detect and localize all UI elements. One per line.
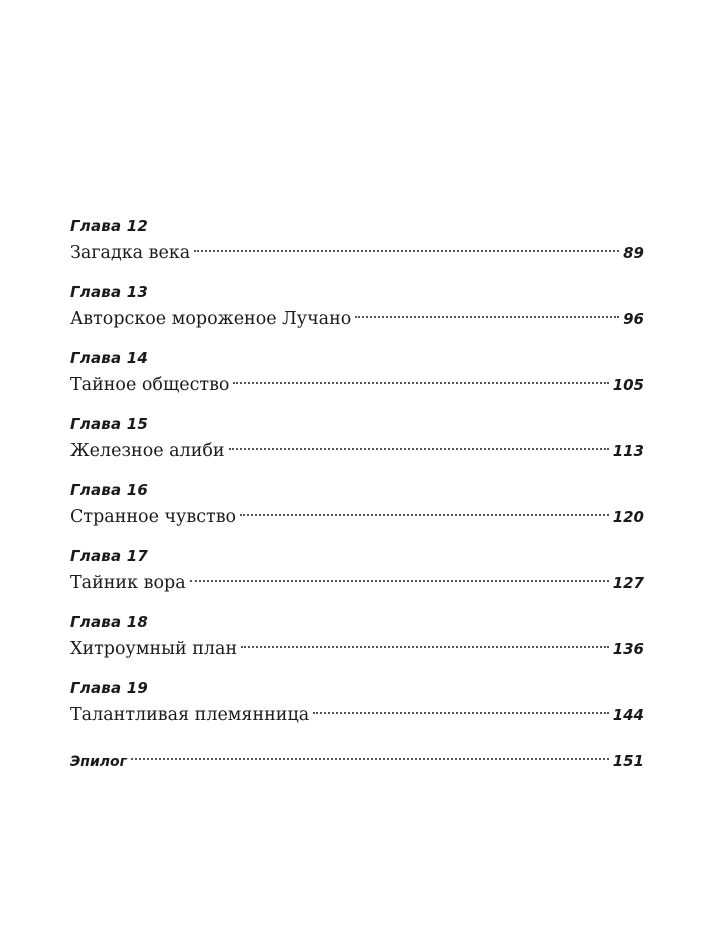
toc-entry xyxy=(70,480,644,534)
chapter-label: Глава 17 xyxy=(70,547,148,565)
toc-line xyxy=(70,434,644,468)
dot-leader xyxy=(355,316,619,318)
toc-entry-epilogue xyxy=(70,744,644,778)
toc-entry xyxy=(70,282,644,336)
chapter-label: Глава 19 xyxy=(70,679,148,697)
page-number: 144 xyxy=(612,706,644,724)
chapter-label: Глава 13 xyxy=(70,283,148,301)
toc-line xyxy=(70,698,644,732)
toc-line xyxy=(70,236,644,270)
dot-leader xyxy=(194,250,619,252)
dot-leader xyxy=(240,514,609,516)
page-number: 151 xyxy=(612,752,644,770)
chapter-label: Глава 14 xyxy=(70,349,148,367)
page-number: 105 xyxy=(612,376,644,394)
page-number: 136 xyxy=(612,640,644,658)
toc-line xyxy=(70,500,644,534)
toc-entry xyxy=(70,612,644,666)
page-number: 127 xyxy=(612,574,644,592)
chapter-title: Талантливая племянница xyxy=(70,705,310,725)
dot-leader xyxy=(241,646,609,648)
toc-entry xyxy=(70,348,644,402)
dot-leader xyxy=(233,382,608,384)
toc-entry xyxy=(70,546,644,600)
toc-line xyxy=(70,368,644,402)
toc-entry xyxy=(70,414,644,468)
chapter-label: Глава 12 xyxy=(70,217,148,235)
chapter-title: Странное чувство xyxy=(70,507,237,527)
chapter-title: Авторское мороженое Лучано xyxy=(70,309,352,329)
epilogue-title: Эпилог xyxy=(70,754,127,770)
dot-leader xyxy=(131,758,609,760)
table-of-contents xyxy=(70,216,644,790)
chapter-label: Глава 18 xyxy=(70,613,148,631)
dot-leader xyxy=(190,580,609,582)
toc-line xyxy=(70,566,644,600)
dot-leader xyxy=(313,712,609,714)
toc-line xyxy=(70,302,644,336)
page-number: 120 xyxy=(612,508,644,526)
toc-line xyxy=(70,632,644,666)
page-number: 96 xyxy=(623,310,644,328)
toc-entry xyxy=(70,678,644,732)
chapter-label: Глава 15 xyxy=(70,415,148,433)
chapter-title: Тайник вора xyxy=(70,573,186,593)
dot-leader xyxy=(229,448,609,450)
toc-line xyxy=(70,744,644,778)
chapter-title: Загадка века xyxy=(70,243,191,263)
chapter-title: Железное алиби xyxy=(70,441,225,461)
chapter-label: Глава 16 xyxy=(70,481,148,499)
chapter-title: Тайное общество xyxy=(70,375,230,395)
page-number: 89 xyxy=(623,244,644,262)
page-number: 113 xyxy=(612,442,644,460)
chapter-title: Хитроумный план xyxy=(70,639,238,659)
toc-entry xyxy=(70,216,644,270)
